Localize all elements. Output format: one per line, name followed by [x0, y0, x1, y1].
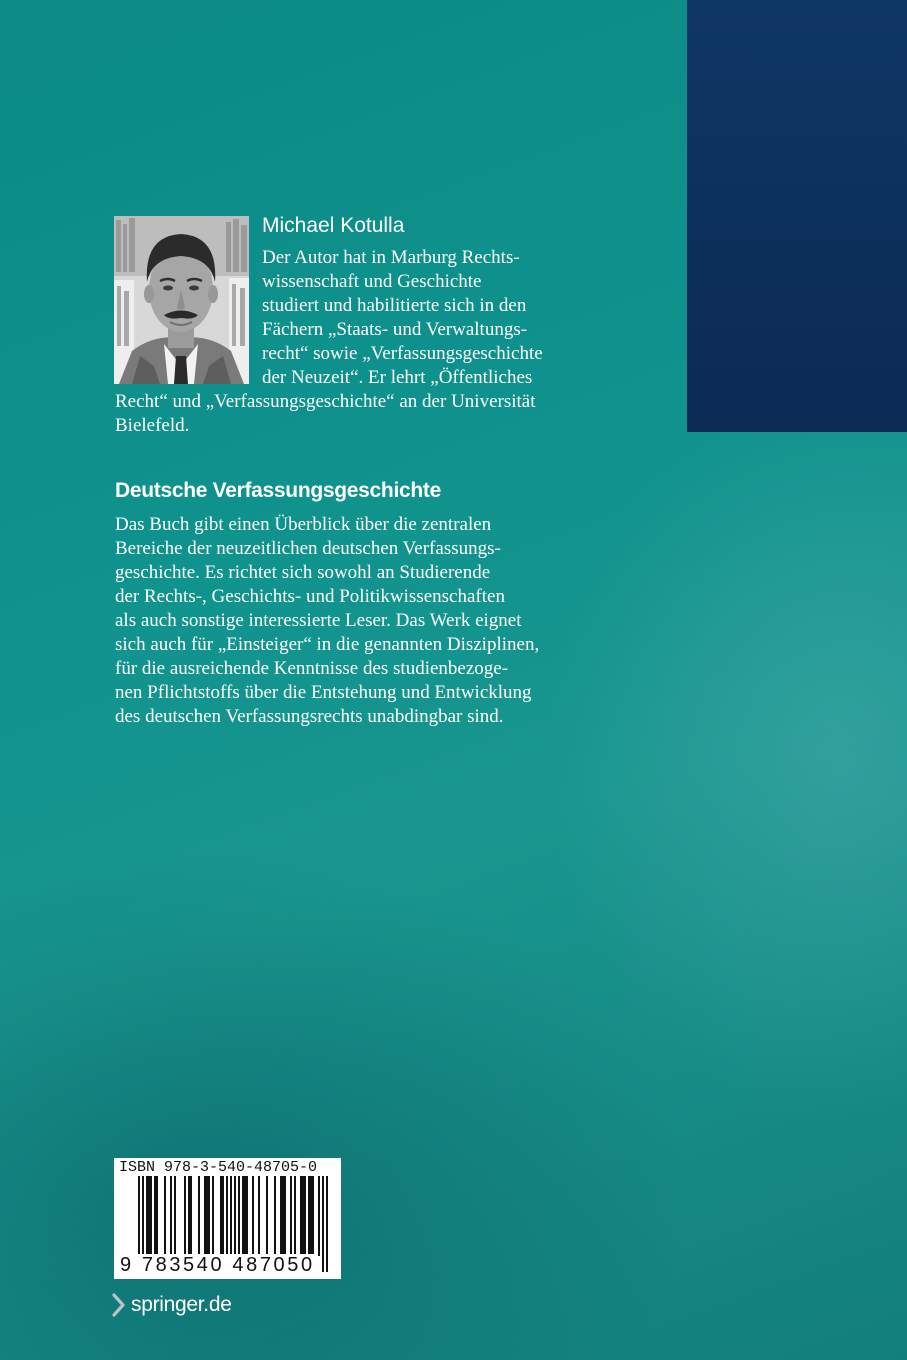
barcode-bar [266, 1176, 268, 1256]
chevron-right-icon [112, 1293, 126, 1317]
barcode-bar [318, 1176, 320, 1256]
book-description-line: sich auch für „Einsteiger“ in die genannten Disziplinen, [115, 634, 540, 655]
barcode-bar [226, 1176, 228, 1256]
book-description-line: geschichte. Es richtet sich sowohl an Studierende [115, 562, 491, 583]
barcode-bar [242, 1176, 244, 1256]
author-name: Michael Kotulla [262, 214, 405, 237]
author-bio-line: Der Autor hat in Marburg Rechts- [262, 247, 520, 268]
barcode-bar [244, 1176, 246, 1256]
barcode-bar [280, 1176, 282, 1256]
barcode-bar [222, 1176, 224, 1256]
barcode-bar [304, 1176, 306, 1256]
author-bio-line: Bielefeld. [115, 415, 190, 436]
author-bio-line: recht“ sowie „Verfassungsgeschichte [262, 343, 543, 364]
author-bio-line: wissenschaft und Geschichte [262, 271, 482, 292]
barcode-bar [312, 1176, 314, 1256]
book-description-line: Bereiche der neuzeitlichen deutschen Verfassungs- [115, 538, 501, 559]
barcode-bar [212, 1176, 214, 1256]
barcode-bar [208, 1176, 210, 1256]
barcode-bar [190, 1176, 192, 1256]
publisher-link[interactable] [112, 1293, 232, 1317]
barcode-bar [174, 1176, 176, 1256]
barcode-bar [170, 1176, 172, 1256]
author-photo [114, 216, 249, 384]
barcode-bar [252, 1176, 254, 1256]
barcode-bar [290, 1176, 292, 1256]
barcode-bar [258, 1176, 260, 1256]
barcode-bar [220, 1176, 222, 1256]
barcode-bar [282, 1176, 284, 1256]
barcode-bar [148, 1176, 150, 1256]
barcode-bar [284, 1176, 286, 1256]
barcode-bar [300, 1176, 302, 1256]
barcode-bar [198, 1176, 200, 1256]
book-description-line: für die ausreichende Kenntnisse des studienbezoge- [115, 658, 509, 679]
book-description-line: Das Buch gibt einen Überblick über die zentralen [115, 514, 492, 535]
isbn-label: ISBN 978-3-540-48705-0 [119, 1159, 318, 1176]
barcode-bar [310, 1176, 312, 1256]
author-bio-line: studiert und habilitierte sich in den [262, 295, 527, 316]
barcode-bar [238, 1176, 240, 1256]
barcode-bar [154, 1176, 156, 1256]
author-bio-line: Fächern „Staats- und Verwaltungs- [262, 319, 528, 340]
barcode-bar [150, 1176, 152, 1256]
barcode-bar [274, 1176, 276, 1256]
barcode-bar [294, 1176, 296, 1256]
barcode-bar [184, 1176, 186, 1256]
author-bio-line: Recht“ und „Verfassungsgeschichte“ an der Universität [115, 391, 536, 412]
book-description-line: als auch sonstige interessierte Leser. Das Werk eignet [115, 610, 522, 631]
barcode-bar [188, 1176, 190, 1256]
barcode-bar [308, 1176, 310, 1256]
barcode-bar [164, 1176, 166, 1256]
barcode-bar [302, 1176, 304, 1256]
book-description-line: der Rechts-, Geschichts- und Politikwissenschaften [115, 586, 505, 607]
isbn-barcode [114, 1158, 341, 1279]
navy-color-block [687, 0, 907, 432]
book-description-line: des deutschen Verfassungsrechts unabdingbar sind. [115, 706, 504, 727]
barcode-bar [326, 1176, 328, 1272]
barcode-bar [204, 1176, 206, 1256]
barcode-bar [206, 1176, 208, 1256]
barcode-bar [146, 1176, 148, 1256]
barcode-bar [322, 1176, 324, 1272]
author-bio-line: der Neuzeit“. Er lehrt „Öffentliches [262, 367, 533, 388]
barcode-bar [156, 1176, 158, 1256]
publisher-website: springer.de [131, 1293, 232, 1316]
barcode-bar [246, 1176, 248, 1256]
book-description-line: nen Pflichtstoffs über die Entstehung und Entwicklung [115, 682, 532, 703]
ean-number: 9 783540 487050 [120, 1254, 315, 1276]
book-title: Deutsche Verfassungsgeschichte [115, 479, 441, 502]
